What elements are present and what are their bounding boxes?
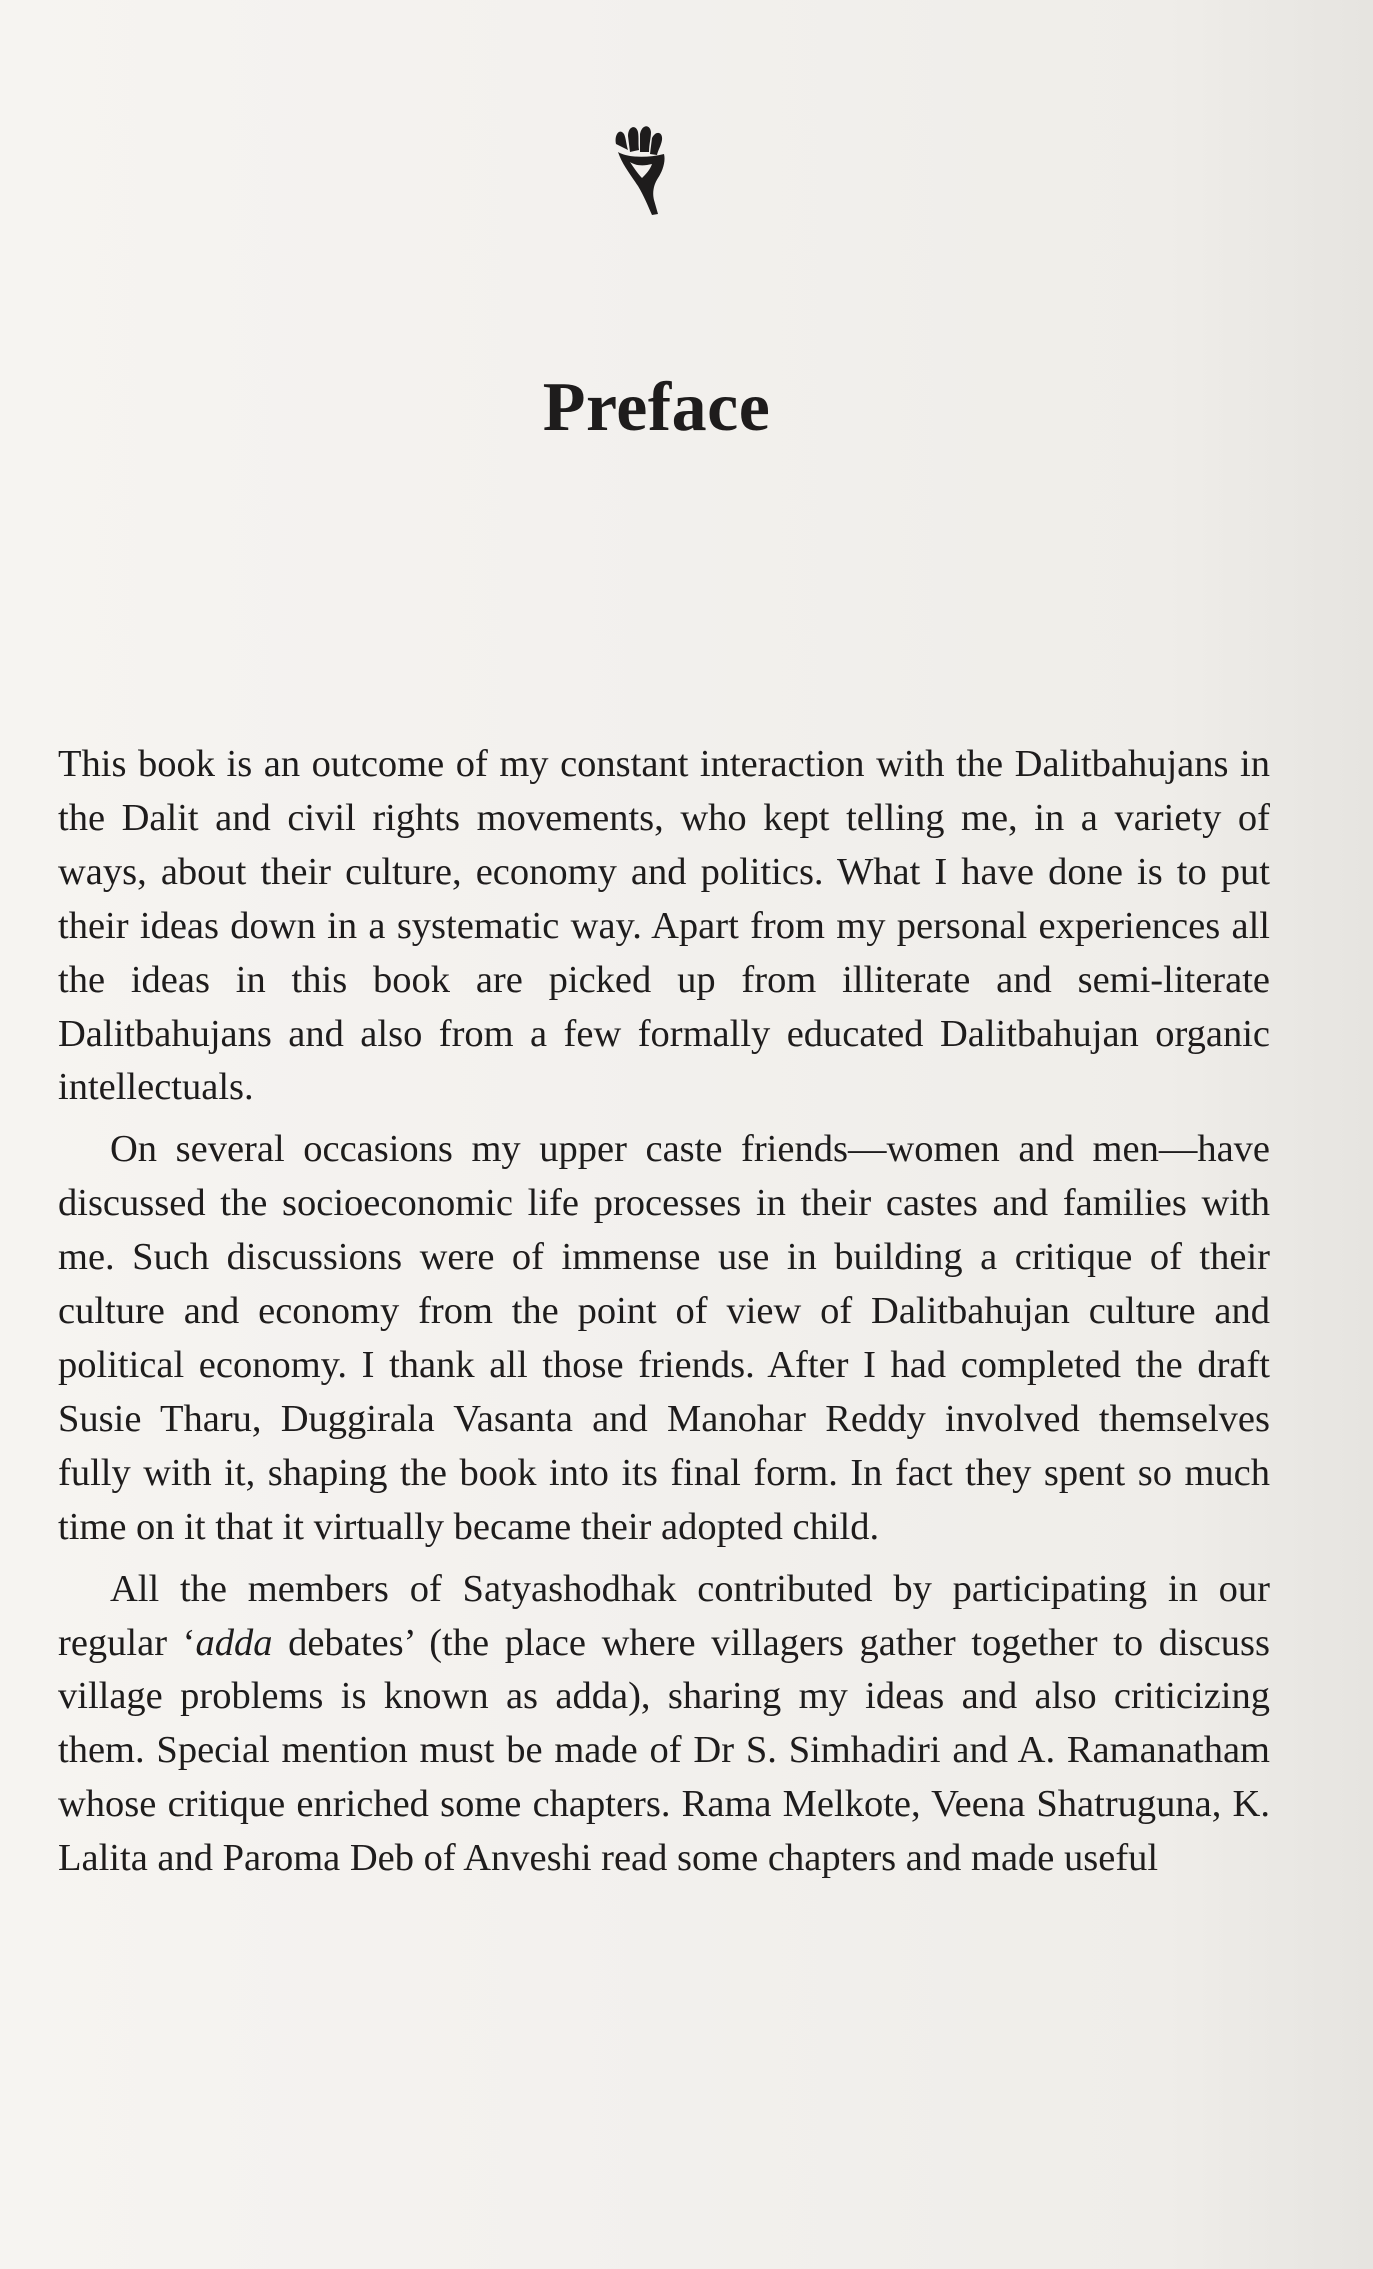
paragraph-text: All the members of Satyashodhak contributed by participating in our regular ‘ xyxy=(58,1567,1270,1664)
paragraph: This book is an outcome of my constant interaction with the Dalitbahujans in the Dalit and civil rights movements, who kept telling me, in a variety of ways, about their culture, economy and politics. What I have done is to put their ideas down in a systematic way. Apart from my personal experiences all the ideas in this book are picked up from illiterate and semi-literate Dalitbahujans and also from a few formally educated Dalitbahujan organic intellectuals. xyxy=(58,743,1270,1109)
body-text xyxy=(58,738,1270,1894)
paragraph: On several occasions my upper caste friends—women and men—have discussed the socioeconomic life processes in their castes and families with me. Such discussions were of immense use in building a critique of their culture and economy from the point of view of Dalitbahujan culture and political economy. I thank all those friends. After I had completed the draft Susie Tharu, Duggirala Vasanta and Manohar Reddy involved themselves fully with it, shaping the book into its final form. In fact they spent so much time on it that it virtually became their adopted child. xyxy=(58,1128,1270,1548)
paragraph xyxy=(58,1563,1270,1886)
paragraph-text: debates’ (the place where villagers gather together to discuss village problems is known as adda), sharing my ideas and also criticizing them. Special mention must be made of Dr S. Simhadiri and A. Ramanatham whose critique enriched some chapters. Rama Melkote, Veena Shatruguna, K. Lalita and Paroma Deb of Anveshi read some chapters and made useful xyxy=(58,1621,1270,1880)
italic-term: adda xyxy=(195,1621,273,1664)
page-title: Preface xyxy=(542,369,771,446)
lotus-hand-ornament-icon xyxy=(608,122,684,218)
